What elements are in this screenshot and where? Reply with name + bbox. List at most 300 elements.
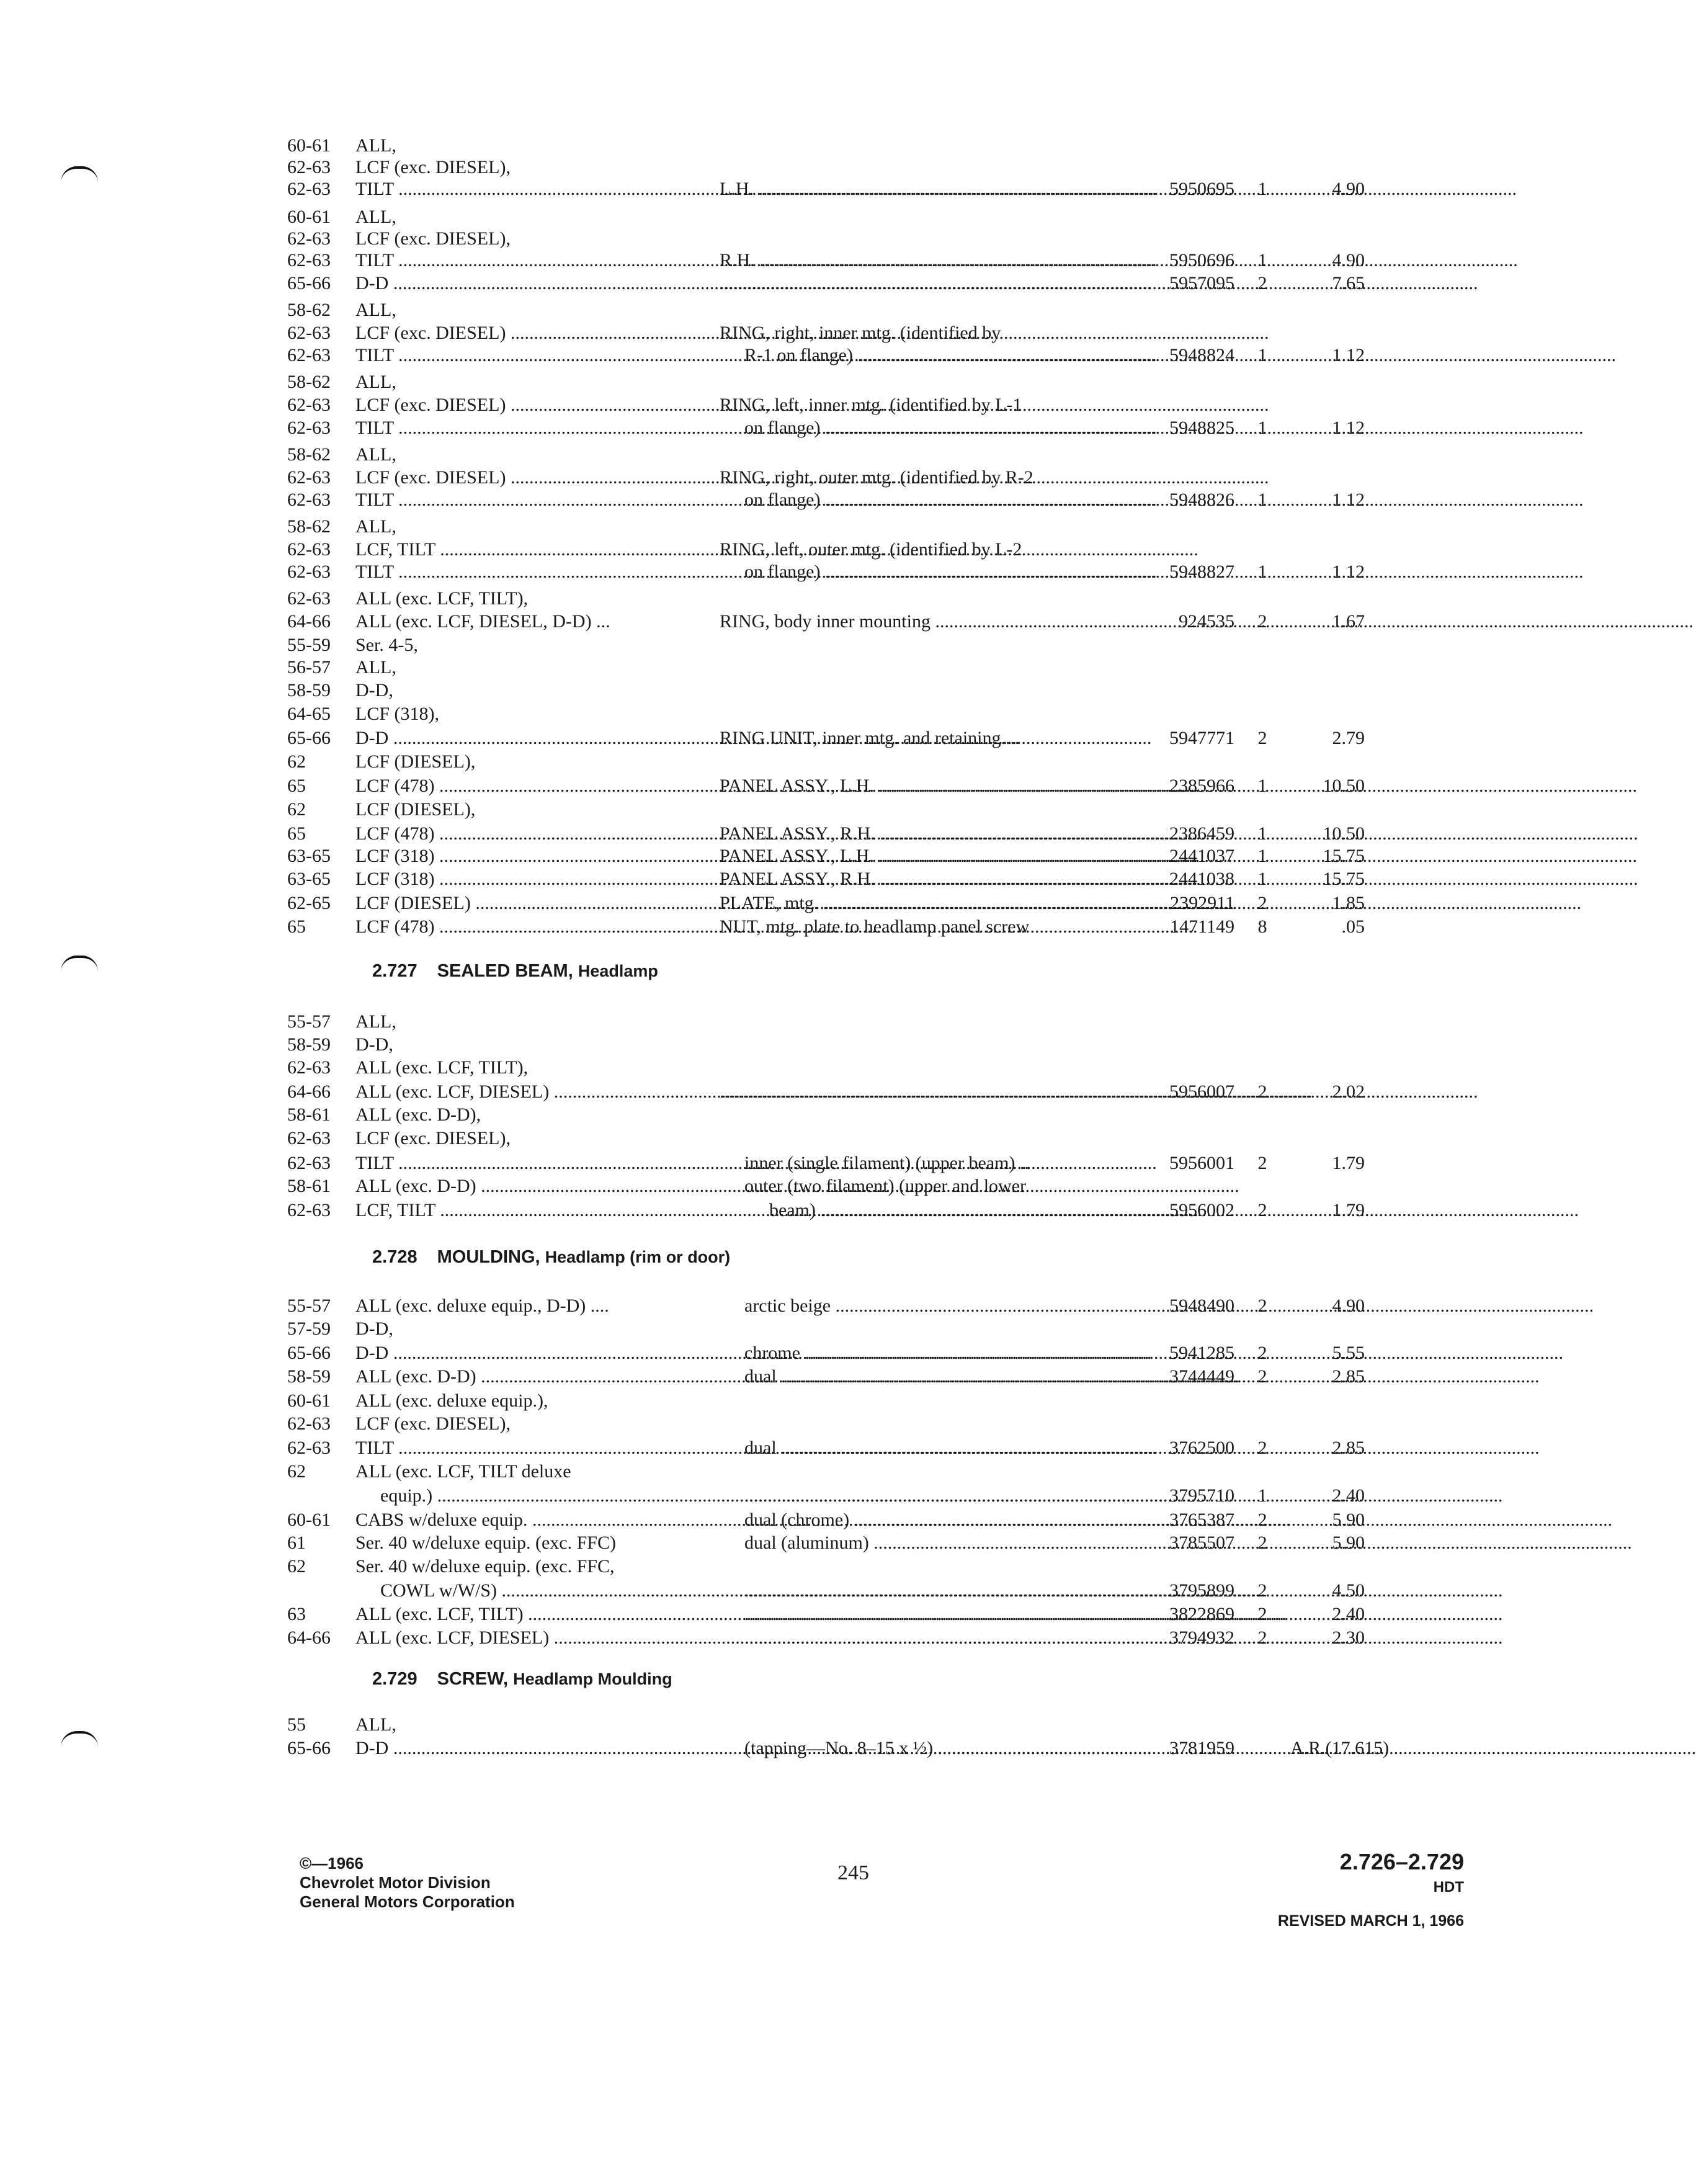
part-number: 5956007 bbox=[1169, 1081, 1234, 1102]
parts-row bbox=[0, 1126, 1568, 1151]
part-description: RING, left, inner mtg. (identified by L-1 bbox=[720, 395, 1022, 415]
model-year: 62-63 bbox=[287, 1200, 331, 1220]
parts-row bbox=[0, 1712, 1568, 1737]
model-applicability: LCF (DIESEL), bbox=[355, 751, 476, 772]
part-description: PLATE, mtg. ..... bbox=[720, 891, 1117, 916]
parts-row bbox=[0, 915, 1568, 939]
model-year: 58-61 bbox=[287, 1104, 331, 1125]
section-heading-2727 bbox=[372, 959, 658, 983]
model-year: 65-66 bbox=[287, 273, 331, 293]
model-applicability: LCF (exc. DIESEL) ..... bbox=[355, 321, 694, 346]
quantity: 1 bbox=[1257, 776, 1267, 796]
part-number: 5950696 bbox=[1169, 250, 1234, 271]
model-year: 65 bbox=[287, 776, 306, 796]
model-year: 58-62 bbox=[287, 300, 331, 320]
part-number: 2386459 bbox=[1169, 823, 1234, 844]
model-year: 64-66 bbox=[287, 1627, 331, 1648]
model-applicability: ALL, bbox=[355, 444, 396, 465]
model-applicability: Ser. 4-5, bbox=[355, 635, 418, 655]
model-year: 62-63 bbox=[287, 1128, 331, 1148]
model-year: 64-66 bbox=[287, 611, 331, 632]
section-title: SEALED BEAM, bbox=[437, 961, 573, 981]
quantity: 1 bbox=[1257, 179, 1267, 199]
model-year: 58-59 bbox=[287, 1034, 331, 1055]
model-year: 62-63 bbox=[287, 395, 331, 415]
parts-row bbox=[0, 537, 1568, 562]
part-description: inner (single filament) (upper beam) .. bbox=[744, 1153, 1029, 1173]
model-applicability: D-D, bbox=[355, 680, 393, 700]
model-applicability: TILT ..... bbox=[355, 1151, 694, 1176]
part-description: beam) ..... bbox=[769, 1198, 1117, 1223]
model-year: 62-63 bbox=[287, 157, 331, 177]
part-description: dual (aluminum) ..... bbox=[744, 1531, 1117, 1555]
model-applicability: LCF (exc. DIESEL), bbox=[355, 1128, 511, 1148]
quantity bbox=[1247, 1736, 1278, 1761]
model-year: 65 bbox=[287, 823, 306, 844]
price: 5.90 bbox=[1332, 1510, 1365, 1530]
parts-row bbox=[0, 133, 1568, 158]
parts-row bbox=[0, 1174, 1568, 1199]
model-year: 62-63 bbox=[287, 179, 331, 199]
part-number: 1471149 bbox=[1170, 916, 1234, 937]
model-year: 62 bbox=[287, 799, 306, 820]
part-number: 5948825 bbox=[1169, 418, 1234, 438]
price: 4.90 bbox=[1332, 179, 1365, 199]
parts-row bbox=[0, 1317, 1568, 1341]
quantity: 2 bbox=[1257, 1533, 1267, 1553]
model-applicability: ALL (exc. LCF, TILT), bbox=[355, 588, 529, 609]
part-description: L.H. ..... bbox=[720, 177, 1117, 202]
model-applicability: ALL (exc. D-D) ..... bbox=[355, 1174, 694, 1199]
model-year: 63 bbox=[287, 1604, 306, 1624]
model-year: 58-62 bbox=[287, 372, 331, 392]
price: 7.65 bbox=[1332, 273, 1365, 293]
parts-row bbox=[0, 821, 1568, 846]
part-number: 5956002 bbox=[1169, 1200, 1234, 1220]
price: 5.90 bbox=[1332, 1533, 1365, 1553]
model-applicability: ALL, bbox=[355, 1714, 396, 1735]
model-applicability: D-D ..... bbox=[355, 1341, 694, 1366]
price: A.R.(17.615) bbox=[1290, 1738, 1390, 1758]
price: 15.75 bbox=[1323, 869, 1365, 889]
part-number: 5956001 bbox=[1169, 1153, 1234, 1173]
quantity: 1 bbox=[1257, 823, 1267, 844]
model-year: 58-59 bbox=[287, 1366, 331, 1387]
model-year: 62-63 bbox=[287, 562, 331, 582]
part-description: PANEL ASSY., L.H. ..... bbox=[720, 844, 1117, 869]
part-description: dual ..... bbox=[744, 1364, 1117, 1389]
quantity: 2 bbox=[1257, 1438, 1267, 1458]
quantity: 2 bbox=[1257, 1366, 1267, 1387]
model-applicability: D-D ..... bbox=[355, 726, 694, 751]
part-description: R-1 on flange) ..... bbox=[744, 343, 1117, 368]
parts-row bbox=[0, 702, 1568, 727]
part-description: RING, left, outer mtg. (identified by L-2 bbox=[720, 539, 1022, 560]
price: 1.79 bbox=[1332, 1200, 1365, 1220]
model-year: 62-63 bbox=[287, 467, 331, 488]
section-subtitle: Headlamp bbox=[578, 962, 658, 980]
price: 2.40 bbox=[1332, 1485, 1365, 1506]
price: 4.50 bbox=[1332, 1580, 1365, 1601]
parts-row bbox=[0, 298, 1568, 323]
price: 1.85 bbox=[1332, 893, 1365, 913]
model-year: 62 bbox=[287, 1461, 306, 1482]
price: 1.12 bbox=[1332, 345, 1365, 365]
model-applicability: D-D, bbox=[355, 1034, 393, 1055]
model-applicability: ALL, bbox=[355, 372, 396, 392]
model-year: 63-65 bbox=[287, 869, 331, 889]
parts-row bbox=[0, 1602, 1568, 1627]
quantity: 2 bbox=[1257, 728, 1267, 748]
model-applicability: equip.) ..... bbox=[355, 1484, 718, 1508]
part-description: on flange) ..... bbox=[744, 416, 1117, 441]
model-year: 55-57 bbox=[287, 1296, 331, 1316]
model-applicability: Ser. 40 w/deluxe equip. (exc. FFC, bbox=[355, 1556, 615, 1577]
quantity: 1 bbox=[1257, 418, 1267, 438]
model-applicability: TILT ..... bbox=[355, 560, 694, 584]
part-number: 5941285 bbox=[1169, 1343, 1234, 1363]
model-year: 58-62 bbox=[287, 444, 331, 465]
quantity: 1 bbox=[1257, 490, 1267, 510]
price: 2.85 bbox=[1332, 1366, 1365, 1387]
part-number: 3795899 bbox=[1169, 1580, 1234, 1601]
model-applicability: TILT ..... bbox=[355, 177, 694, 202]
parts-row bbox=[0, 1341, 1568, 1366]
model-year: 62 bbox=[287, 751, 306, 772]
quantity: 1 bbox=[1257, 846, 1267, 866]
parts-row bbox=[0, 1009, 1568, 1034]
parts-row bbox=[0, 1531, 1568, 1555]
price: 4.90 bbox=[1332, 250, 1365, 271]
parts-row bbox=[0, 1032, 1568, 1057]
price: 2.30 bbox=[1332, 1627, 1365, 1648]
model-year: 64-65 bbox=[287, 704, 331, 724]
quantity: 1 bbox=[1257, 1485, 1267, 1506]
parts-row bbox=[0, 393, 1568, 418]
part-number: 2392911 bbox=[1170, 893, 1234, 913]
part-description: on flange) ..... bbox=[744, 488, 1117, 512]
model-applicability: TILT ..... bbox=[355, 416, 694, 441]
page-number: 245 bbox=[837, 1861, 869, 1884]
quantity: 1 bbox=[1257, 869, 1267, 889]
part-description: PANEL ASSY., R.H. ..... bbox=[720, 821, 1117, 846]
model-applicability: ALL, bbox=[355, 207, 396, 227]
model-year: 62-63 bbox=[287, 345, 331, 365]
parts-row bbox=[0, 1412, 1568, 1436]
part-description: PANEL ASSY., L.H. ..... bbox=[720, 774, 1117, 799]
binder-hole-mark bbox=[61, 956, 98, 972]
part-number: 5947771 bbox=[1169, 728, 1234, 748]
model-applicability: LCF, TILT ..... bbox=[355, 1198, 694, 1223]
part-number: 5948827 bbox=[1169, 562, 1234, 582]
model-year: 57-59 bbox=[287, 1318, 331, 1339]
model-applicability: TILT ..... bbox=[355, 248, 694, 273]
model-year: 62-63 bbox=[287, 1438, 331, 1458]
part-number: 5948490 bbox=[1169, 1296, 1234, 1316]
parts-row bbox=[0, 416, 1568, 441]
parts-row bbox=[0, 678, 1568, 703]
model-applicability: LCF (478) ..... bbox=[355, 821, 694, 846]
parts-row bbox=[0, 891, 1568, 916]
part-number: 2441037 bbox=[1169, 846, 1234, 866]
parts-row bbox=[0, 248, 1568, 273]
price: 1.12 bbox=[1332, 418, 1365, 438]
part-description: dual (chrome) ..... bbox=[744, 1508, 1117, 1533]
parts-row bbox=[0, 1389, 1568, 1413]
model-applicability: ALL, bbox=[355, 1011, 396, 1032]
parts-row bbox=[0, 177, 1568, 202]
part-number: 924535 bbox=[1179, 611, 1234, 632]
quantity: 2 bbox=[1257, 273, 1267, 293]
part-description bbox=[744, 1602, 1117, 1627]
part-number: 5957095 bbox=[1169, 273, 1234, 293]
footer-copyright-block bbox=[300, 1854, 515, 1912]
part-number: 3785507 bbox=[1169, 1533, 1234, 1553]
quantity: 2 bbox=[1257, 1153, 1267, 1173]
parts-row bbox=[0, 1103, 1568, 1127]
model-applicability: ALL (exc. LCF, TILT deluxe bbox=[355, 1461, 571, 1482]
part-number: 3795710 bbox=[1169, 1485, 1234, 1506]
catalog-code: HDT bbox=[1433, 1879, 1464, 1895]
section-subtitle: Headlamp Moulding bbox=[513, 1670, 672, 1688]
part-number: 2441038 bbox=[1169, 869, 1234, 889]
part-number: 3781959 bbox=[1169, 1738, 1234, 1758]
parts-row bbox=[0, 867, 1568, 892]
part-description bbox=[720, 1080, 1117, 1104]
model-applicability: TILT ..... bbox=[355, 343, 694, 368]
quantity: 2 bbox=[1257, 893, 1267, 913]
section-number: 2.729 bbox=[372, 1669, 417, 1689]
parts-row bbox=[0, 844, 1568, 869]
model-year: 58-59 bbox=[287, 680, 331, 700]
model-applicability: ALL (exc. D-D) ..... bbox=[355, 1364, 694, 1389]
model-applicability: LCF (exc. DIESEL), bbox=[355, 228, 511, 249]
model-applicability: LCF, TILT ..... bbox=[355, 537, 694, 562]
parts-row bbox=[0, 655, 1568, 680]
model-year: 62-63 bbox=[287, 418, 331, 438]
part-description: NUT, mtg. plate to headlamp panel screw bbox=[720, 916, 1030, 937]
model-year: 62-63 bbox=[287, 1057, 331, 1078]
section-title: MOULDING, bbox=[437, 1247, 540, 1267]
model-year: 60-61 bbox=[287, 1510, 331, 1530]
parts-row bbox=[0, 560, 1568, 584]
model-year: 62 bbox=[287, 1556, 306, 1577]
part-description bbox=[744, 1626, 1117, 1650]
section-number: 2.727 bbox=[372, 961, 417, 981]
parts-row bbox=[0, 321, 1568, 346]
model-year: 62-63 bbox=[287, 250, 331, 271]
section-subtitle: Headlamp (rim or door) bbox=[545, 1248, 731, 1266]
model-applicability: LCF (exc. DIESEL) ..... bbox=[355, 393, 694, 418]
parts-row bbox=[0, 465, 1568, 490]
model-applicability: LCF (exc. DIESEL) ..... bbox=[355, 465, 694, 490]
model-year: 55-59 bbox=[287, 635, 331, 655]
price: 10.50 bbox=[1323, 823, 1365, 844]
price: 2.40 bbox=[1332, 1604, 1365, 1624]
model-applicability: D-D ..... bbox=[355, 271, 694, 296]
part-number: 3822869 bbox=[1169, 1604, 1234, 1624]
section-heading-2729 bbox=[372, 1667, 672, 1691]
division-name: Chevrolet Motor Division bbox=[300, 1873, 491, 1892]
part-description: RING, right, outer mtg. (identified by R-2 bbox=[720, 467, 1033, 488]
model-year: 62-65 bbox=[287, 893, 331, 913]
model-year: 62-63 bbox=[287, 588, 331, 609]
parts-row bbox=[0, 1080, 1568, 1104]
model-year: 62-63 bbox=[287, 228, 331, 249]
parts-row bbox=[0, 1578, 1568, 1603]
model-applicability: LCF (DIESEL), bbox=[355, 799, 476, 820]
part-description: outer (two filament) (upper and lower bbox=[744, 1176, 1026, 1196]
parts-row bbox=[0, 271, 1568, 296]
parts-row bbox=[0, 205, 1568, 230]
quantity: 2 bbox=[1257, 611, 1267, 632]
model-year: 58-61 bbox=[287, 1176, 331, 1196]
model-applicability: LCF (exc. DIESEL), bbox=[355, 157, 511, 177]
quantity: 1 bbox=[1257, 345, 1267, 365]
parts-row bbox=[0, 1736, 1568, 1761]
part-description: chrome ..... bbox=[744, 1341, 1117, 1366]
part-description: RING UNIT, inner mtg. and retaining.... bbox=[720, 728, 1020, 748]
model-year: 62-63 bbox=[287, 323, 331, 343]
price: 5.55 bbox=[1332, 1343, 1365, 1363]
quantity: 2 bbox=[1257, 1081, 1267, 1102]
price: .05 bbox=[1341, 916, 1365, 937]
part-description bbox=[744, 1578, 1117, 1603]
part-description: R.H. ..... bbox=[720, 248, 1117, 273]
model-year: 55-57 bbox=[287, 1011, 331, 1032]
parts-row bbox=[0, 1436, 1568, 1461]
parts-row bbox=[0, 609, 1568, 634]
parts-row bbox=[0, 1364, 1568, 1389]
quantity: 1 bbox=[1257, 562, 1267, 582]
part-description: RING, body inner mounting ..... bbox=[720, 609, 1117, 634]
part-number: 5948826 bbox=[1169, 490, 1234, 510]
model-applicability: CABS w/deluxe equip. ..... bbox=[355, 1508, 694, 1533]
model-year: 62-63 bbox=[287, 539, 331, 560]
parts-row bbox=[0, 343, 1568, 368]
parts-row bbox=[0, 1459, 1568, 1484]
model-applicability: ALL (exc. LCF, DIESEL, D-D) ... bbox=[355, 611, 610, 632]
model-year: 60-61 bbox=[287, 1390, 331, 1411]
corporation-name: General Motors Corporation bbox=[300, 1892, 515, 1911]
price: 1.67 bbox=[1332, 611, 1365, 632]
model-year: 62-63 bbox=[287, 1413, 331, 1434]
parts-row bbox=[0, 370, 1568, 395]
price: 2.02 bbox=[1332, 1081, 1365, 1102]
part-description: PANEL ASSY., R.H. ..... bbox=[720, 867, 1117, 892]
model-applicability: LCF (318), bbox=[355, 704, 439, 724]
parts-row bbox=[0, 1508, 1568, 1533]
quantity: 2 bbox=[1257, 1200, 1267, 1220]
revision-date: REVISED MARCH 1, 1966 bbox=[1277, 1912, 1464, 1930]
quantity: 2 bbox=[1257, 1343, 1267, 1363]
part-description bbox=[744, 1484, 1117, 1508]
model-applicability: TILT ..... bbox=[355, 488, 694, 512]
section-number: 2.728 bbox=[372, 1247, 417, 1267]
model-applicability: ALL (exc. deluxe equip.), bbox=[355, 1390, 548, 1411]
model-applicability: ALL (exc. LCF, TILT) ..... bbox=[355, 1602, 694, 1627]
model-year: 61 bbox=[287, 1533, 306, 1553]
copyright: ©—1966 bbox=[300, 1854, 364, 1873]
quantity: 2 bbox=[1257, 1296, 1267, 1316]
part-description bbox=[720, 271, 1117, 296]
price: 1.12 bbox=[1332, 562, 1365, 582]
quantity: 2 bbox=[1257, 1580, 1267, 1601]
model-applicability: D-D, bbox=[355, 1318, 393, 1339]
model-year: 62-63 bbox=[287, 1153, 331, 1173]
model-applicability: LCF (478) ..... bbox=[355, 774, 694, 799]
part-number: 3762500 bbox=[1169, 1438, 1234, 1458]
part-number: 5948824 bbox=[1169, 345, 1234, 365]
parts-row bbox=[0, 1626, 1568, 1650]
model-applicability: ALL (exc. D-D), bbox=[355, 1104, 481, 1125]
model-year: 63-65 bbox=[287, 846, 331, 866]
model-applicability: ALL (exc. deluxe equip., D-D) .... bbox=[355, 1296, 609, 1316]
part-description: RING, right, inner mtg. (identified by bbox=[720, 323, 1001, 343]
quantity: 1 bbox=[1257, 250, 1267, 271]
model-applicability: ALL, bbox=[355, 135, 396, 156]
part-description: on flange) ..... bbox=[744, 560, 1117, 584]
model-year: 65 bbox=[287, 916, 306, 937]
model-year: 60-61 bbox=[287, 135, 331, 156]
model-year: 58-62 bbox=[287, 516, 331, 537]
group-range: 2.726–2.729 bbox=[1339, 1849, 1464, 1874]
model-applicability: ALL, bbox=[355, 657, 396, 678]
model-applicability: ALL (exc. LCF, DIESEL) ..... bbox=[355, 1080, 694, 1104]
quantity: 2 bbox=[1257, 1604, 1267, 1624]
parts-row bbox=[0, 1151, 1568, 1176]
model-year: 65-66 bbox=[287, 1738, 331, 1758]
model-applicability: LCF (DIESEL) ..... bbox=[355, 891, 694, 916]
parts-row bbox=[0, 774, 1568, 799]
model-year: 56-57 bbox=[287, 657, 331, 678]
price: 15.75 bbox=[1323, 846, 1365, 866]
model-year bbox=[287, 1578, 355, 1603]
model-applicability: D-D ..... bbox=[355, 1736, 694, 1761]
parts-row bbox=[0, 488, 1568, 512]
section-title: SCREW, bbox=[437, 1669, 509, 1689]
model-year bbox=[287, 1484, 355, 1508]
parts-row bbox=[0, 1198, 1568, 1223]
part-number: 2385966 bbox=[1169, 776, 1234, 796]
model-applicability: ALL (exc. LCF, DIESEL) ..... bbox=[355, 1626, 694, 1650]
part-description: (tapping—No. 8–15 x ½) ..... bbox=[744, 1736, 1117, 1761]
part-description: dual ..... bbox=[744, 1436, 1117, 1461]
part-number: 5950695 bbox=[1169, 179, 1234, 199]
part-description: arctic beige ..... bbox=[744, 1294, 1117, 1318]
parts-row bbox=[0, 586, 1568, 611]
model-applicability: ALL (exc. LCF, TILT), bbox=[355, 1057, 529, 1078]
parts-row bbox=[0, 633, 1568, 658]
parts-row bbox=[0, 226, 1568, 251]
parts-row bbox=[0, 726, 1568, 751]
model-applicability: TILT ..... bbox=[355, 1436, 694, 1461]
quantity: 8 bbox=[1257, 916, 1267, 937]
model-year: 65-66 bbox=[287, 728, 331, 748]
quantity: 2 bbox=[1257, 1510, 1267, 1530]
parts-row bbox=[0, 514, 1568, 539]
model-applicability: Ser. 40 w/deluxe equip. (exc. FFC) bbox=[355, 1533, 616, 1553]
model-applicability: LCF (318) ..... bbox=[355, 844, 694, 869]
part-number: 3744449 bbox=[1169, 1366, 1234, 1387]
price: 4.90 bbox=[1332, 1296, 1365, 1316]
parts-row bbox=[0, 750, 1568, 774]
parts-row bbox=[0, 1554, 1568, 1579]
section-heading-2728 bbox=[372, 1245, 730, 1269]
model-year: 60-61 bbox=[287, 207, 331, 227]
model-applicability: LCF (478) ..... bbox=[355, 915, 694, 939]
part-number: 3794932 bbox=[1169, 1627, 1234, 1648]
